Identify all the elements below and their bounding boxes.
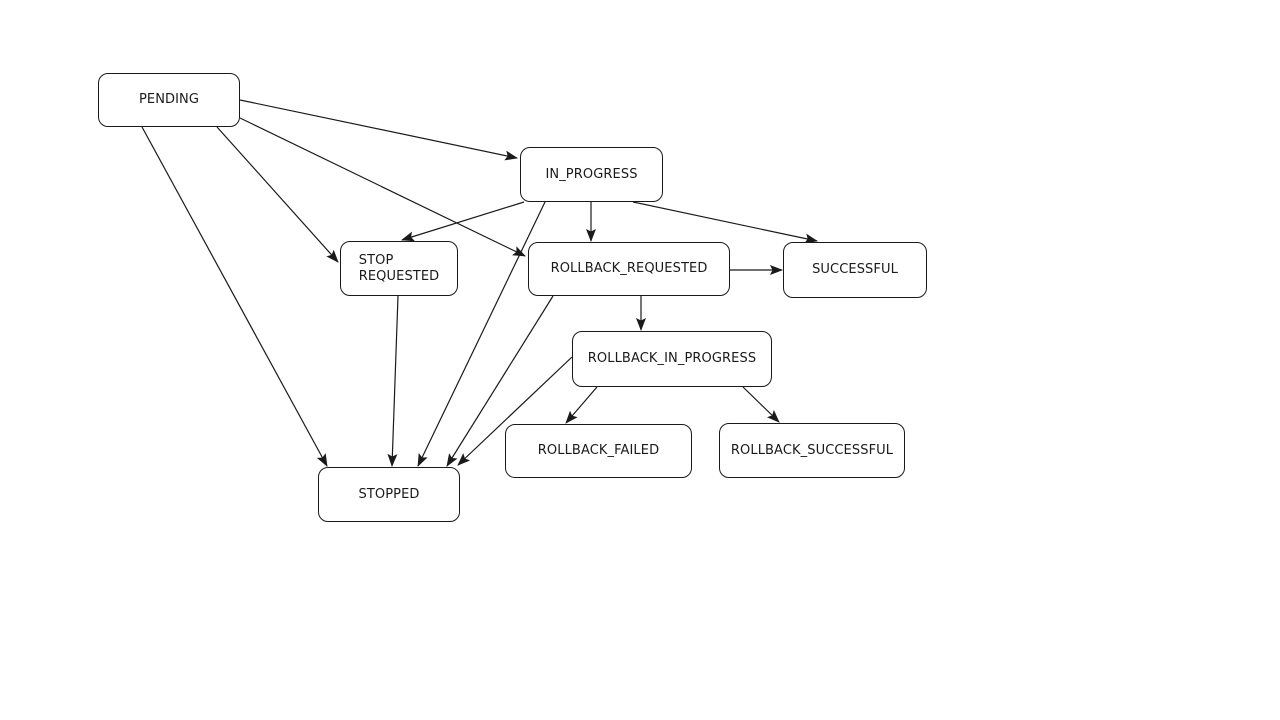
state-node-label-line: ROLLBACK_REQUESTED xyxy=(550,261,708,277)
state-node-rollback_requested xyxy=(528,242,730,296)
state-node-rollback_successful xyxy=(719,423,905,478)
state-node-label-line: REQUESTED xyxy=(358,268,440,284)
state-node-label xyxy=(551,261,708,277)
state-node-label-line: PENDING xyxy=(138,92,200,108)
state-node-label-line: ROLLBACK_SUCCESSFUL xyxy=(730,442,894,458)
state-node-label xyxy=(538,443,659,459)
state-node-label-line: STOP xyxy=(358,253,394,268)
state-node-label xyxy=(358,487,419,503)
state-node-label xyxy=(731,443,893,459)
state-node-label-line: ROLLBACK_FAILED xyxy=(537,443,660,459)
state-node-label-line: SUCCESSFUL xyxy=(812,262,898,278)
state-node-successful xyxy=(783,242,927,298)
state-node-pending xyxy=(98,73,240,127)
state-node-label-line: ROLLBACK_IN_PROGRESS xyxy=(587,351,757,367)
state-node-label xyxy=(139,92,199,108)
state-node-label xyxy=(545,167,637,183)
state-node-stop_requested xyxy=(340,241,458,296)
state-node-label xyxy=(812,262,898,278)
state-node-in_progress xyxy=(520,147,663,202)
state-node-label xyxy=(359,253,440,284)
state-node-label-line: IN_PROGRESS xyxy=(545,166,638,182)
state-node-stopped xyxy=(318,467,460,522)
state-node-rollback_in_progress xyxy=(572,331,772,387)
state-node-label xyxy=(588,351,756,367)
state-node-label-line: STOPPED xyxy=(358,486,420,502)
state-node-rollback_failed xyxy=(505,424,692,478)
